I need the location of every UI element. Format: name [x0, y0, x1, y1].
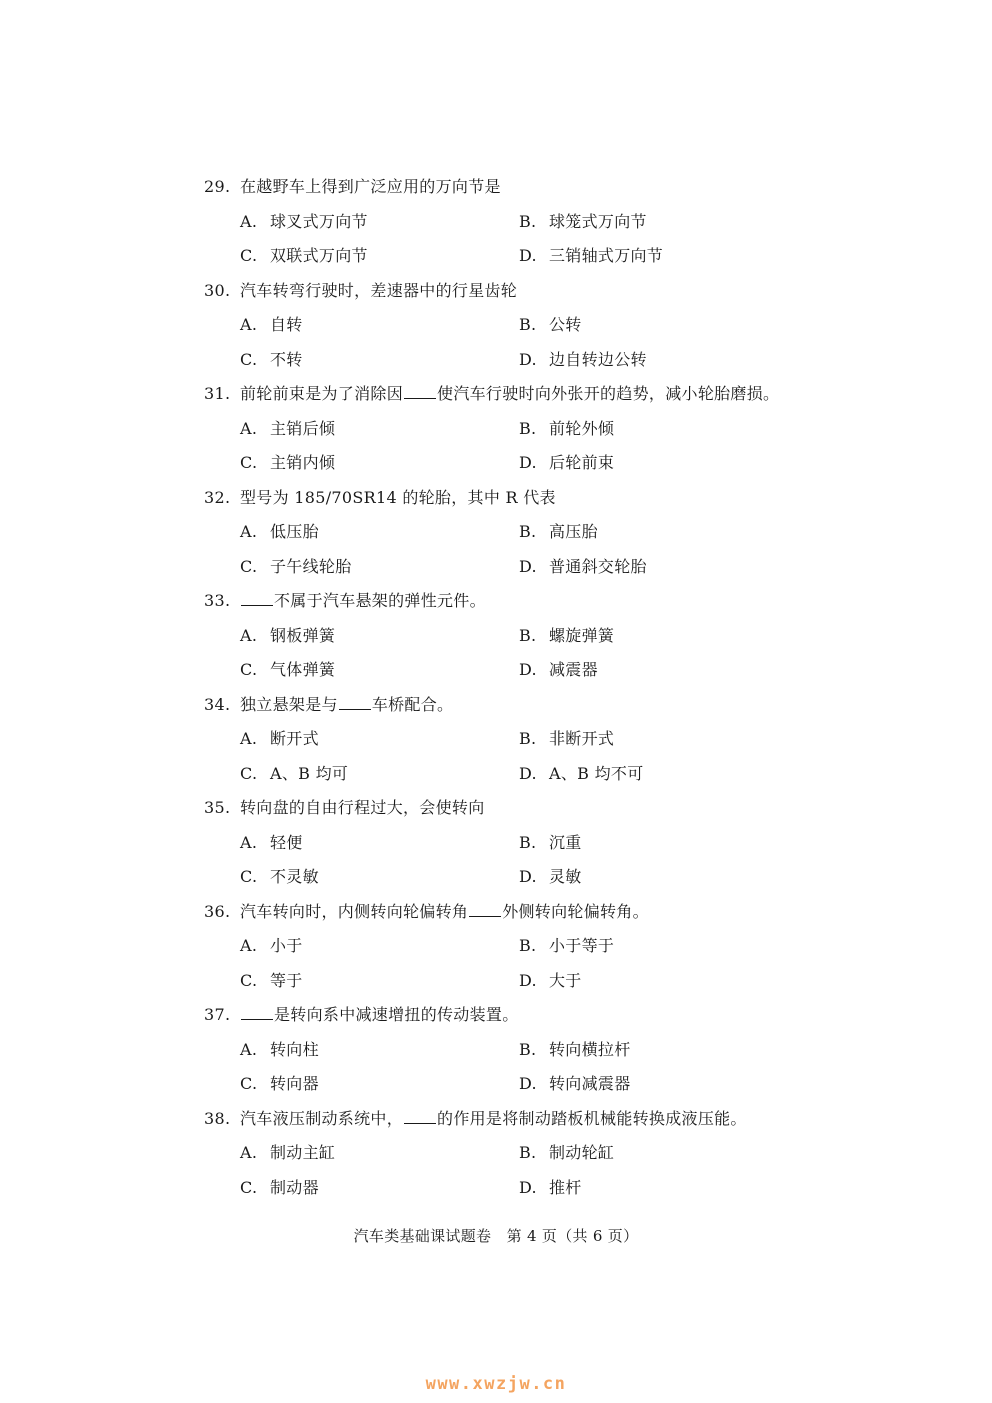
option-letter: A.	[240, 315, 258, 334]
answer-blank	[404, 384, 436, 399]
option-text: 前轮外倾	[549, 418, 615, 438]
option-a	[240, 207, 368, 237]
option-text: 子午线轮胎	[270, 556, 352, 576]
option-row	[204, 1138, 804, 1173]
option-text: 灵敏	[549, 867, 582, 886]
option-letter: C.	[240, 453, 258, 472]
option-text: A、B 均可	[270, 763, 349, 783]
option-a	[240, 621, 335, 651]
option-c	[240, 655, 335, 685]
question-number: 37.	[204, 1005, 231, 1024]
option-text: 气体弹簧	[270, 660, 336, 679]
option-letter: C.	[240, 556, 258, 576]
option-letter: C.	[240, 246, 258, 265]
watermark: www.xwzjw.cn	[425, 1374, 567, 1394]
option-text: 后轮前束	[549, 453, 615, 472]
option-row	[204, 448, 804, 483]
option-text: 螺旋弹簧	[549, 625, 615, 645]
option-a	[240, 724, 319, 754]
option-a	[240, 414, 335, 444]
option-row	[204, 310, 804, 345]
option-letter: A.	[240, 1143, 258, 1162]
option-text: 自转	[270, 315, 303, 334]
option-c	[240, 1069, 319, 1099]
question-text: 车桥配合。	[371, 694, 454, 714]
question-text: 使汽车行驶时向外张开的趋势，减小轮胎磨损。	[437, 384, 780, 403]
option-letter: C.	[240, 867, 258, 886]
option-letter: B.	[519, 1039, 537, 1059]
option-d	[519, 966, 582, 996]
option-text: 双联式万向节	[270, 246, 368, 265]
question-35	[204, 793, 804, 897]
question-text: 汽车转弯行驶时，差速器中的行星齿轮	[240, 280, 518, 300]
option-row	[204, 931, 804, 966]
question-number: 29.	[204, 177, 231, 196]
option-row	[204, 241, 804, 276]
question-30	[204, 276, 804, 380]
question-34	[204, 690, 804, 794]
option-b	[519, 724, 614, 754]
answer-blank	[241, 1005, 273, 1020]
option-a	[240, 828, 303, 858]
option-letter: A.	[240, 1039, 258, 1059]
option-letter: C.	[240, 660, 258, 679]
option-row	[204, 345, 804, 380]
option-letter: C.	[240, 763, 258, 783]
option-row	[204, 828, 804, 863]
question-list	[204, 172, 804, 1207]
option-text: 等于	[270, 970, 303, 990]
option-row	[204, 759, 804, 794]
question-text: 转向盘的自由行程过大，会使转向	[240, 798, 485, 817]
option-row	[204, 621, 804, 656]
question-stem	[204, 793, 804, 828]
option-letter: C.	[240, 1177, 258, 1197]
question-number: 34.	[204, 694, 231, 714]
option-a	[240, 931, 303, 961]
question-number: 38.	[204, 1108, 231, 1128]
question-32	[204, 483, 804, 587]
option-row	[204, 207, 804, 242]
option-d	[519, 1173, 582, 1203]
option-text: 推杆	[549, 1177, 582, 1197]
option-b	[519, 517, 598, 547]
question-31	[204, 379, 804, 483]
option-b	[519, 310, 582, 340]
answer-blank	[241, 591, 273, 606]
option-d	[519, 655, 598, 685]
option-text: 制动轮缸	[549, 1143, 615, 1162]
answer-blank	[339, 695, 371, 710]
option-text: 非断开式	[549, 729, 615, 748]
option-text: 高压胎	[549, 522, 598, 541]
option-letter: B.	[519, 729, 537, 748]
option-text: 普通斜交轮胎	[549, 556, 647, 576]
option-letter: A.	[240, 936, 258, 955]
option-letter: B.	[519, 936, 537, 955]
option-letter: D.	[519, 660, 537, 679]
option-text: 钢板弹簧	[270, 625, 336, 645]
question-number: 32.	[204, 487, 231, 507]
question-text: 是转向系中减速增扭的传动装置。	[274, 1005, 519, 1024]
question-38	[204, 1104, 804, 1208]
option-b	[519, 1035, 631, 1065]
option-b	[519, 414, 614, 444]
option-letter: A.	[240, 729, 258, 748]
option-text: 减震器	[549, 660, 598, 679]
option-b	[519, 207, 647, 237]
option-text: 公转	[549, 315, 582, 334]
option-d	[519, 1069, 631, 1099]
question-text: 外侧转向轮偏转角。	[502, 901, 649, 921]
question-36	[204, 897, 804, 1001]
option-letter: C.	[240, 1074, 258, 1093]
option-text: 制动器	[270, 1177, 319, 1197]
option-letter: D.	[519, 349, 537, 369]
option-d	[519, 241, 663, 271]
question-number: 30.	[204, 280, 231, 300]
option-c	[240, 862, 319, 892]
option-text: 主销内倾	[270, 453, 336, 472]
option-letter: A.	[240, 211, 258, 231]
question-stem	[204, 1104, 804, 1139]
option-letter: D.	[519, 970, 537, 990]
option-row	[204, 1069, 804, 1104]
option-c	[240, 759, 348, 789]
option-a	[240, 1035, 319, 1065]
option-c	[240, 1173, 319, 1203]
option-text: 球笼式万向节	[549, 211, 647, 231]
question-stem	[204, 897, 804, 932]
option-row	[204, 517, 804, 552]
option-letter: D.	[519, 556, 537, 576]
option-c	[240, 966, 303, 996]
option-letter: C.	[240, 349, 258, 369]
question-stem	[204, 1000, 804, 1035]
option-letter: B.	[519, 522, 537, 541]
option-text: A、B 均不可	[549, 763, 644, 783]
option-letter: B.	[519, 832, 537, 852]
option-a	[240, 517, 319, 547]
option-text: 大于	[549, 970, 582, 990]
option-text: 低压胎	[270, 522, 319, 541]
question-text: 在越野车上得到广泛应用的万向节是	[240, 177, 501, 196]
option-c	[240, 552, 352, 582]
option-d	[519, 759, 644, 789]
question-text: 前轮前束是为了消除因	[240, 384, 404, 403]
option-text: 不转	[270, 349, 303, 369]
question-stem	[204, 690, 804, 725]
question-number: 35.	[204, 798, 231, 817]
page-footer: 汽车类基础课试题卷 第 4 页（共 6 页）	[353, 1227, 639, 1245]
question-text: 的作用是将制动踏板机械能转换成液压能。	[437, 1108, 747, 1128]
option-d	[519, 448, 614, 478]
option-text: 制动主缸	[270, 1143, 336, 1162]
option-d	[519, 345, 647, 375]
option-letter: B.	[519, 315, 537, 334]
option-letter: A.	[240, 832, 258, 852]
option-row	[204, 552, 804, 587]
option-letter: B.	[519, 625, 537, 645]
option-c	[240, 345, 303, 375]
option-row	[204, 862, 804, 897]
option-row	[204, 724, 804, 759]
question-stem	[204, 379, 804, 414]
option-letter: A.	[240, 522, 258, 541]
option-letter: D.	[519, 453, 537, 472]
option-letter: D.	[519, 1177, 537, 1197]
option-letter: D.	[519, 246, 537, 265]
answer-blank	[404, 1109, 436, 1124]
option-row	[204, 1173, 804, 1208]
option-c	[240, 448, 335, 478]
question-text: 独立悬架是与	[240, 694, 338, 714]
question-33	[204, 586, 804, 690]
option-b	[519, 828, 582, 858]
answer-blank	[469, 902, 501, 917]
option-text: 转向器	[270, 1074, 319, 1093]
question-number: 31.	[204, 384, 231, 403]
option-text: 沉重	[549, 832, 582, 852]
option-text: 断开式	[270, 729, 319, 748]
option-row	[204, 1035, 804, 1070]
question-37	[204, 1000, 804, 1104]
option-text: 转向减震器	[549, 1074, 631, 1093]
option-d	[519, 552, 647, 582]
option-row	[204, 655, 804, 690]
option-c	[240, 241, 368, 271]
option-a	[240, 1138, 335, 1168]
question-number: 36.	[204, 901, 231, 921]
question-29	[204, 172, 804, 276]
question-text: 汽车液压制动系统中，	[240, 1108, 404, 1128]
option-letter: D.	[519, 1074, 537, 1093]
question-stem	[204, 276, 804, 311]
option-b	[519, 931, 614, 961]
option-letter: D.	[519, 763, 537, 783]
option-text: 三销轴式万向节	[549, 246, 664, 265]
option-text: 球叉式万向节	[270, 211, 368, 231]
question-stem	[204, 172, 804, 207]
option-letter: D.	[519, 867, 537, 886]
option-letter: B.	[519, 211, 537, 231]
option-b	[519, 1138, 614, 1168]
option-letter: A.	[240, 625, 258, 645]
question-text: 型号为 185/70SR14 的轮胎，其中 R 代表	[240, 487, 556, 507]
option-letter: B.	[519, 1143, 537, 1162]
option-text: 主销后倾	[270, 418, 336, 438]
option-row	[204, 966, 804, 1001]
option-letter: C.	[240, 970, 258, 990]
option-text: 转向柱	[270, 1039, 319, 1059]
option-letter: B.	[519, 418, 537, 438]
option-letter: A.	[240, 418, 258, 438]
option-text: 边自转边公转	[549, 349, 647, 369]
option-b	[519, 621, 614, 651]
option-a	[240, 310, 303, 340]
option-text: 小于	[270, 936, 303, 955]
option-text: 小于等于	[549, 936, 615, 955]
question-text: 不属于汽车悬架的弹性元件。	[274, 591, 486, 610]
question-stem	[204, 586, 804, 621]
option-row	[204, 414, 804, 449]
question-stem	[204, 483, 804, 518]
option-text: 转向横拉杆	[549, 1039, 631, 1059]
option-text: 不灵敏	[270, 867, 319, 886]
question-text: 汽车转向时，内侧转向轮偏转角	[240, 901, 469, 921]
option-text: 轻便	[270, 832, 303, 852]
question-number: 33.	[204, 591, 231, 610]
option-d	[519, 862, 582, 892]
